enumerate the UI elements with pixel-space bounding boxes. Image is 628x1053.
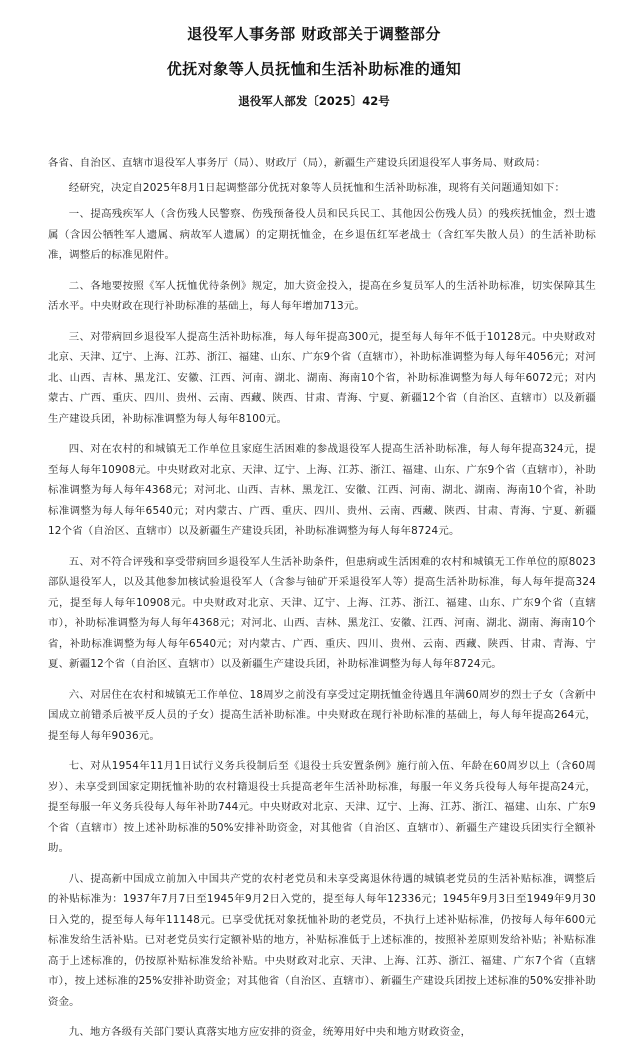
document-title-line-2: 优抚对象等人员抚恤和生活补助标准的通知 bbox=[166, 60, 462, 78]
paragraph-9: 九、地方各级有关部门要认真落实地方应安排的资金，统筹用好中央和地方财政资金， bbox=[68, 1026, 472, 1038]
document-number: 退役军人部发〔2025〕42号 bbox=[238, 94, 390, 108]
paragraph-7: 七、对从1954年11月1日试行义务兵役制后至《退役士兵安置条例》施行前入伍、年龄在60周岁以上（含60周岁）、未享受到国家定期抚恤补助的农村籍退役士兵提高老年生活补助标准，每服一年义务兵役每人每年提高24元，提至每服一年义务兵役每人每年补助744元。中央财政对北京、天津、辽宁、上海、江苏、浙江、福建、山东、广东9个省（直辖市）按上述补助标准的50%安排补助资金，对其他省（自治区、直辖市）、新疆生产建设兵团实行全额补助。 bbox=[48, 760, 596, 854]
paragraph-2: 二、各地要按照《军人抚恤优待条例》规定，加大资金投入，提高在乡复员军人的生活补助标准，切实保障其生活水平。中央财政在现行补助标准的基础上，每人每年增加713元。 bbox=[48, 279, 596, 312]
paragraph-6: 六、对居住在农村和城镇无工作单位、18周岁之前没有享受过定期抚恤金待遇且年满60周岁的烈士子女（含新中国成立前错杀后被平反人员的子女）提高生活补助标准。中央财政在现行补助标准的基础上，每人每年提高264元，提至每人每年9036元。 bbox=[48, 688, 596, 742]
addressee: 各省、自治区、直辖市退役军人事务厅（局）、财政厅（局），新疆生产建设兵团退役军人事务局、财政局： bbox=[48, 157, 546, 169]
paragraph-8: 八、提高新中国成立前加入中国共产党的农村老党员和未享受离退休待遇的城镇老党员的生活补贴标准，调整后的补贴标准为：1937年7月7日至1945年9月2日入党的，提至每人每年12336元；1945年9月3日至1949年9月30日入党的，提至每人每年11148元。已享受优抚对象抚恤补助的老党员，不执行上述补贴标准，仍按每人每年600元标准发给生活补贴。已对老党员实行定额补贴的地方，补贴标准低于上述标准的，按照补差原则发给补贴；补贴标准高于上述标准的，仍按原补贴标准发给补贴。中央财政对北京、天津、上海、江苏、浙江、福建、广东7个省（直辖市），按上述标准的25%安排补助资金；对其他省（自治区、直辖市）、新疆生产建设兵团按上述标准的50%安排补助资金。 bbox=[48, 872, 596, 1008]
intro-paragraph: 经研究，决定自2025年8月1日起调整部分优抚对象等人员抚恤和生活补助标准，现将有关问题通知如下： bbox=[68, 181, 566, 194]
paragraph-1: 一、提高残疾军人（含伤残人民警察、伤残预备役人员和民兵民工、其他因公伤残人员）的残疾抚恤金，烈士遗属（含因公牺牲军人遗属、病故军人遗属）的定期抚恤金，在乡退伍红军老战士（含红军失散人员）的生活补助标准，调整后的标准见附件。 bbox=[48, 208, 596, 261]
paragraph-4: 四、对在农村的和城镇无工作单位且家庭生活困难的参战退役军人提高生活补助标准，每人每年提高324元，提至每人每年10908元。中央财政对北京、天津、辽宁、上海、江苏、浙江、福建、山东、广东9个省（直辖市），补助标准调整为每人每年4368元；对河北、山西、吉林、黑龙江、安徽、江西、河南、湖北、湖南、海南10个省，补助标准调整为每人每年6540元；对内蒙古、广西、重庆、四川、贵州、云南、西藏、陕西、甘肃、青海、宁夏、新疆12个省（自治区、直辖市）以及新疆生产建设兵团，补助标准调整为每人每年8724元。 bbox=[48, 443, 596, 537]
document-title-line-1: 退役军人事务部 财政部关于调整部分 bbox=[187, 25, 441, 43]
paragraph-3: 三、对带病回乡退役军人提高生活补助标准，每人每年提高300元，提至每人每年不低于10128元。中央财政对北京、天津、辽宁、上海、江苏、浙江、福建、山东、广东9个省（直辖市），补助标准调整为每人每年4056元；对河北、山西、吉林、黑龙江、安徽、江西、河南、湖北、湖南、海南10个省，补助标准调整为每人每年6072元；对内蒙古、广西、重庆、四川、贵州、云南、西藏、陕西、甘肃、青海、宁夏、新疆12个省（自治区、直辖市）以及新疆生产建设兵团，补助标准调整为每人每年8100元。 bbox=[48, 330, 596, 425]
document-body bbox=[48, 153, 596, 1053]
paragraph-5: 五、对不符合评残和享受带病回乡退役军人生活补助条件，但患病或生活困难的农村和城镇无工作单位的原8023部队退役军人，以及其他参加核试验退役军人（含参与铀矿开采退役军人等）提高生活补助标准，每人每年提高324元，提至每人每年10908元。中央财政对北京、天津、辽宁、上海、江苏、浙江、福建、山东、广东9个省（直辖市），补助标准调整为每人每年4368元；对河北、山西、吉林、黑龙江、安徽、江西、河南、湖北、湖南、海南10个省，补助标准调整为每人每年6540元；对内蒙古、广西、重庆、四川、贵州、云南、西藏、陕西、甘肃、青海、宁夏、新疆12个省（自治区、直辖市）以及新疆生产建设兵团，补助标准调整为每人每年8724元。 bbox=[48, 555, 596, 670]
